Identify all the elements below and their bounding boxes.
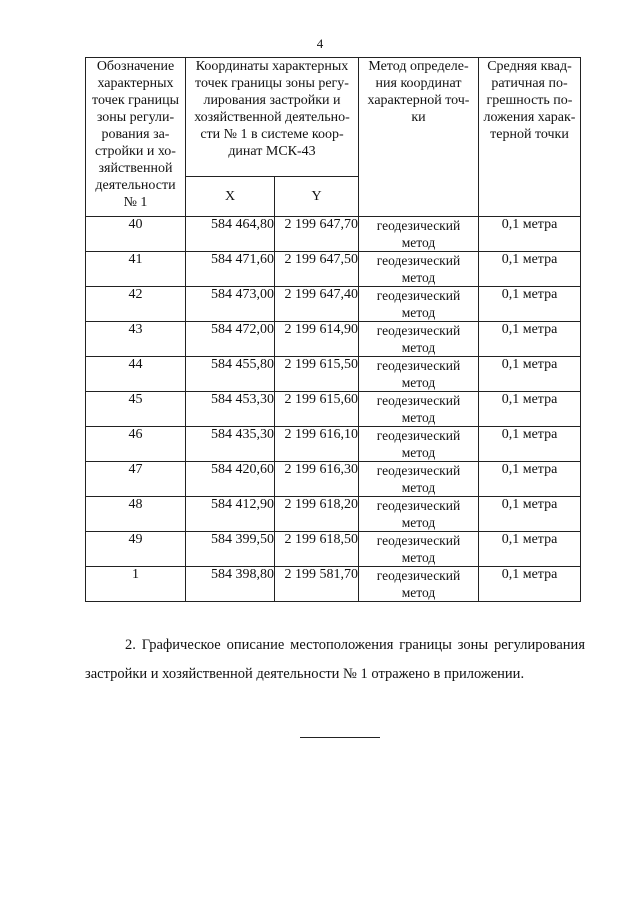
y-coordinate: 2 199 616,10 xyxy=(275,427,359,462)
method-cell xyxy=(359,357,479,392)
error-value: 0,1 метра xyxy=(479,497,581,532)
point-number: 45 xyxy=(86,392,186,427)
method-line-2: метод xyxy=(401,550,436,565)
header-y: Y xyxy=(275,177,359,217)
method-line-1: геодезический xyxy=(376,393,461,408)
method-line-1: геодезический xyxy=(376,323,461,338)
y-coordinate: 2 199 647,70 xyxy=(275,217,359,252)
point-number: 46 xyxy=(86,427,186,462)
page-number: 4 xyxy=(316,36,324,51)
error-value: 0,1 метра xyxy=(479,287,581,322)
x-coordinate: 584 471,60 xyxy=(186,252,275,287)
method-line-1: геодезический xyxy=(376,463,461,478)
table-row xyxy=(86,322,581,357)
method-line-1: геодезический xyxy=(376,218,461,233)
point-number: 47 xyxy=(86,462,186,497)
table-row xyxy=(86,252,581,287)
header-x: X xyxy=(186,177,275,217)
y-coordinate: 2 199 647,50 xyxy=(275,252,359,287)
method-line-2: метод xyxy=(401,340,436,355)
x-coordinate: 584 473,00 xyxy=(186,287,275,322)
method-cell xyxy=(359,287,479,322)
method-line-2: метод xyxy=(401,235,436,250)
method-line-1: геодезический xyxy=(376,568,461,583)
method-cell xyxy=(359,567,479,602)
x-coordinate: 584 472,00 xyxy=(186,322,275,357)
method-line-2: метод xyxy=(401,515,436,530)
y-coordinate: 2 199 618,20 xyxy=(275,497,359,532)
x-coordinate: 584 398,80 xyxy=(186,567,275,602)
table-row xyxy=(86,392,581,427)
y-coordinate: 2 199 581,70 xyxy=(275,567,359,602)
table-row xyxy=(86,497,581,532)
body-paragraph: 2. Графическое описание местоположения границы зоны регулирования застройки и хозяйственной деятельности № 1 отражено в приложении. xyxy=(85,637,585,682)
method-line-2: метод xyxy=(401,445,436,460)
point-number: 1 xyxy=(86,567,186,602)
header-point-designation: Обозначение характерных точек границы зоны регули- рования за- стройки и хо- зяйственной деятельности № 1 xyxy=(86,58,186,217)
error-value: 0,1 метра xyxy=(479,357,581,392)
method-line-2: метод xyxy=(401,375,436,390)
point-number: 44 xyxy=(86,357,186,392)
table-row xyxy=(86,357,581,392)
error-value: 0,1 метра xyxy=(479,567,581,602)
method-line-1: геодезический xyxy=(376,358,461,373)
method-line-2: метод xyxy=(401,585,436,600)
header-method: Метод определе- ния координат характерной точ- ки xyxy=(359,58,479,217)
method-cell xyxy=(359,532,479,567)
method-line-2: метод xyxy=(401,305,436,320)
x-coordinate: 584 435,30 xyxy=(186,427,275,462)
error-value: 0,1 метра xyxy=(479,322,581,357)
x-coordinate: 584 412,90 xyxy=(186,497,275,532)
point-number: 48 xyxy=(86,497,186,532)
table-row xyxy=(86,462,581,497)
method-cell xyxy=(359,497,479,532)
point-number: 43 xyxy=(86,322,186,357)
method-line-2: метод xyxy=(401,270,436,285)
table-row xyxy=(86,217,581,252)
y-coordinate: 2 199 614,90 xyxy=(275,322,359,357)
error-value: 0,1 метра xyxy=(479,532,581,567)
coordinates-table xyxy=(85,57,581,602)
y-coordinate: 2 199 615,60 xyxy=(275,392,359,427)
table-row xyxy=(86,287,581,322)
y-coordinate: 2 199 618,50 xyxy=(275,532,359,567)
x-coordinate: 584 420,60 xyxy=(186,462,275,497)
y-coordinate: 2 199 616,30 xyxy=(275,462,359,497)
end-separator-line xyxy=(300,737,380,738)
method-cell xyxy=(359,217,479,252)
method-line-2: метод xyxy=(401,480,436,495)
method-cell xyxy=(359,322,479,357)
x-coordinate: 584 453,30 xyxy=(186,392,275,427)
header-mean-square-error: Средняя квад- ратичная по- грешность по- ложения харак- терной точки xyxy=(479,58,581,217)
header-row xyxy=(86,58,581,177)
table-body xyxy=(86,217,581,602)
x-coordinate: 584 455,80 xyxy=(186,357,275,392)
x-coordinate: 584 464,80 xyxy=(186,217,275,252)
method-cell xyxy=(359,252,479,287)
y-coordinate: 2 199 615,50 xyxy=(275,357,359,392)
method-line-1: геодезический xyxy=(376,253,461,268)
point-number: 42 xyxy=(86,287,186,322)
method-line-1: геодезический xyxy=(376,533,461,548)
point-number: 40 xyxy=(86,217,186,252)
y-coordinate: 2 199 647,40 xyxy=(275,287,359,322)
point-number: 49 xyxy=(86,532,186,567)
method-line-2: метод xyxy=(401,410,436,425)
method-cell xyxy=(359,392,479,427)
method-line-1: геодезический xyxy=(376,428,461,443)
method-cell xyxy=(359,427,479,462)
error-value: 0,1 метра xyxy=(479,392,581,427)
error-value: 0,1 метра xyxy=(479,252,581,287)
header-coordinates: Координаты характерных точек границы зоны регу- лирования застройки и хозяйственной деятельно- сти № 1 в системе коор- динат МСК-43 xyxy=(186,58,359,177)
table-row xyxy=(86,427,581,462)
error-value: 0,1 метра xyxy=(479,427,581,462)
table-row xyxy=(86,567,581,602)
error-value: 0,1 метра xyxy=(479,462,581,497)
method-line-1: геодезический xyxy=(376,498,461,513)
table-row xyxy=(86,532,581,567)
method-cell xyxy=(359,462,479,497)
x-coordinate: 584 399,50 xyxy=(186,532,275,567)
method-line-1: геодезический xyxy=(376,288,461,303)
point-number: 41 xyxy=(86,252,186,287)
error-value: 0,1 метра xyxy=(479,217,581,252)
